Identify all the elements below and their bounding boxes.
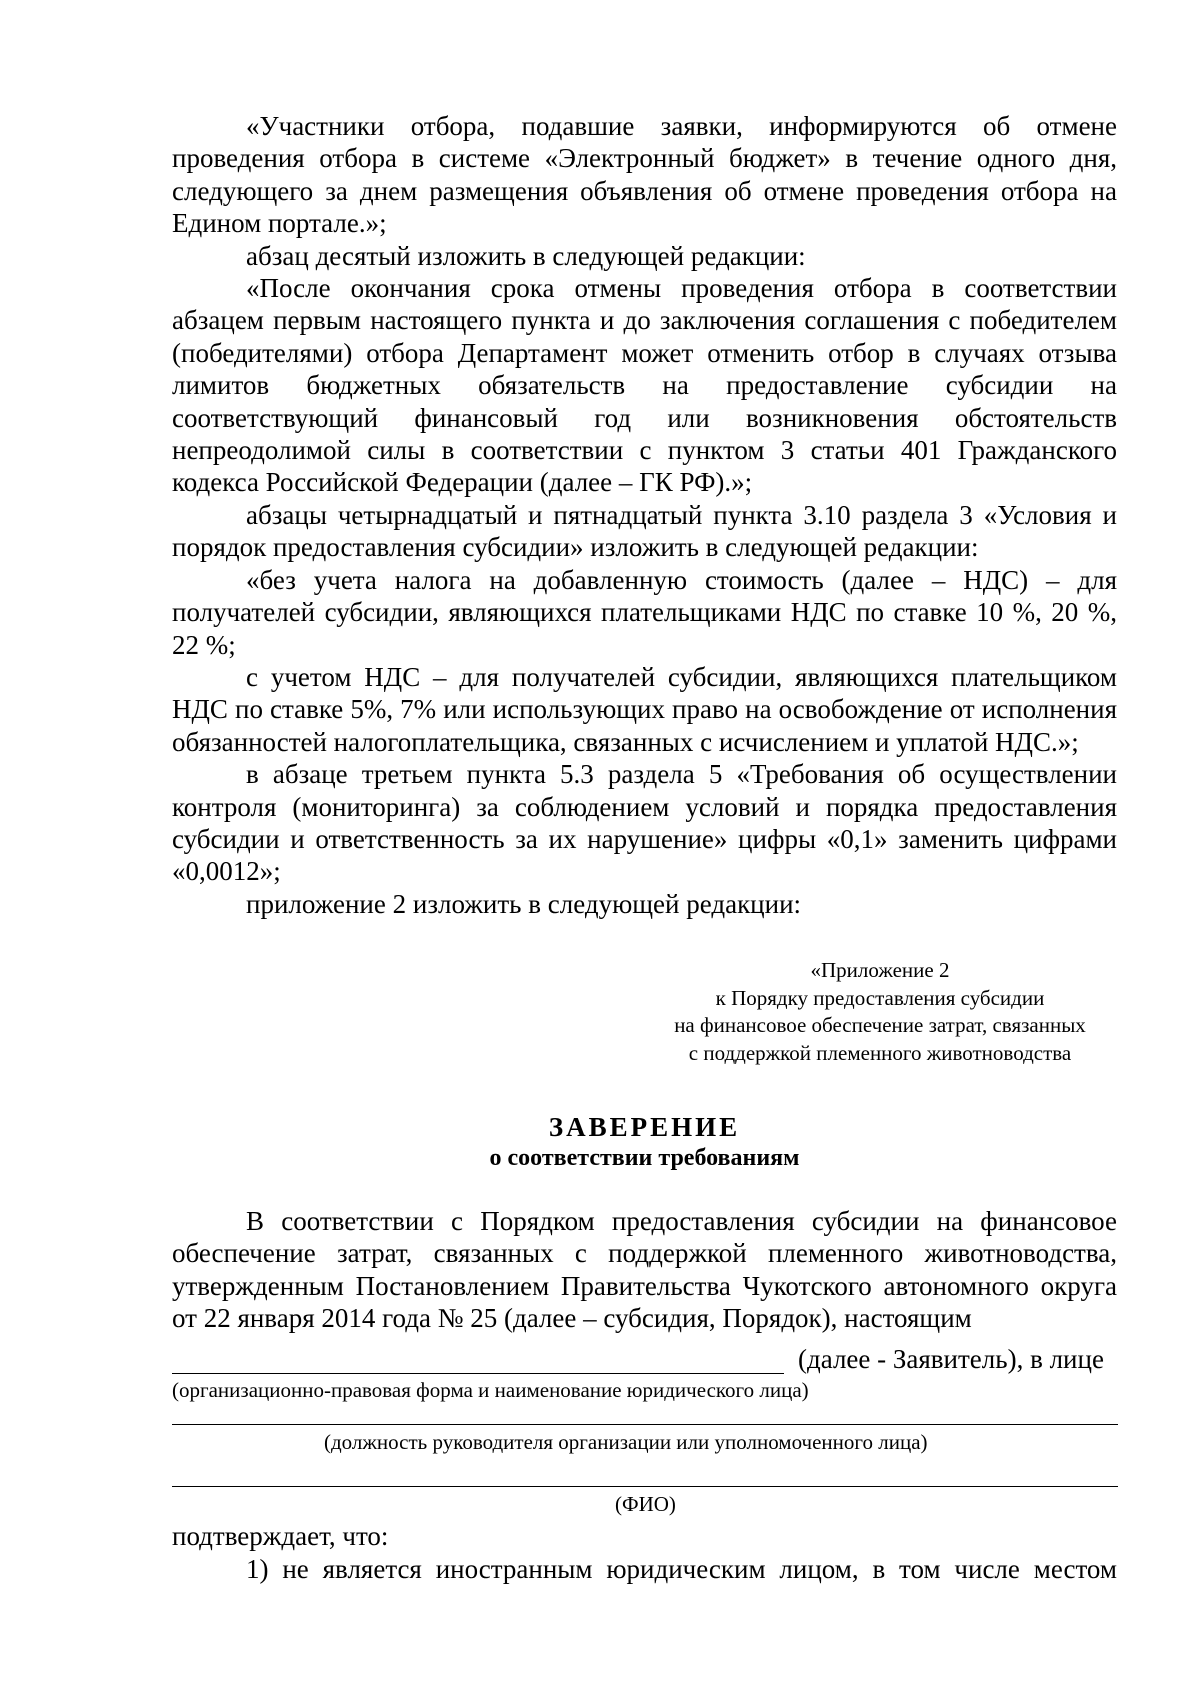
paragraph-1: «Участники отбора, подавшие заявки, информируются об отмене проведения отбора в системе «Электронный бюджет» в течение одного дня, следующего за днем размещения объявления об отмене проведения отбора на Едином портале.»; [172, 111, 1117, 239]
paragraph-6: с учетом НДС – для получателей субсидии, являющихся плательщиком НДС по ставке 5%, 7% или использующих право на освобождение от исполнения обязанностей налогоплательщика, связанных с исчислением и уплатой НДС.»; [172, 661, 1117, 757]
paragraph-7: в абзаце третьем пункта 5.3 раздела 5 «Требования об осуществлении контроля (мониторинга) за соблюдением условий и порядка предоставления субсидии и ответственность за их нарушение» цифры «0,1» заменить цифрами «0,0012»; [172, 759, 1117, 887]
document-title: ЗАВЕРЕНИЕ [548, 1112, 741, 1142]
paragraph-4: абзацы четырнадцатый и пятнадцатый пункта 3.10 раздела 3 «Условия и порядок предоставления субсидии» изложить в следующей редакции: [172, 499, 1117, 563]
confirms-text: подтверждает, что: [172, 1521, 389, 1551]
appendix-line-4: с поддержкой племенного животноводства [688, 1040, 1072, 1065]
document-subtitle: о соответствии требованиям [489, 1145, 800, 1171]
caption-position: (должность руководителя организации или уполномоченного лица) [324, 1430, 928, 1454]
paragraph-2: абзац десятый изложить в следующей редакции: [246, 240, 806, 271]
org-name-line[interactable] [172, 1373, 784, 1374]
document-body [172, 110, 1117, 920]
appendix-header [600, 957, 1160, 1067]
fio-line[interactable] [172, 1486, 1118, 1487]
position-line[interactable] [172, 1424, 1118, 1425]
applicant-suffix: (далее - Заявитель), в лице [798, 1344, 1104, 1374]
paragraph-3: «После окончания срока отмены проведения отбора в соответствии абзацем первым настоящего пункта и до заключения соглашения с победителем (победителями) отбора Департамент может отменить отбор в случаях отзыва лимитов бюджетных обязательств на предоставление субсидии на соответствующий финансовый год или возникновения обстоятельств непреодолимой силы в соответствии с пунктом 3 статьи 401 Гражданского кодекса Российской Федерации (далее – ГК РФ).»; [172, 273, 1117, 498]
appendix-line-3: на финансовое обеспечение затрат, связанных [674, 1013, 1086, 1037]
paragraph-8: приложение 2 изложить в следующей редакции: [246, 888, 802, 919]
declaration-paragraph [172, 1205, 1117, 1335]
appendix-line-1: «Приложение 2 [810, 958, 950, 982]
caption-fio: (ФИО) [615, 1492, 676, 1516]
item-1: 1) не является иностранным юридическим лицом, в том числе местом [246, 1554, 1117, 1584]
appendix-line-2: к Порядку предоставления субсидии [715, 985, 1045, 1010]
paragraph-5: «без учета налога на добавленную стоимость (далее – НДС) – для получателей субсидии, являющихся плательщиками НДС по ставке 10 %, 20 %, 22 %; [172, 564, 1117, 660]
body-paragraph: В соответствии с Порядком предоставления субсидии на финансовое обеспечение затрат, связанных с поддержкой племенного животноводства, утвержденным Постановлением Правительства Чукотского автономного округа от 22 января 2014 года № 25 (далее – субсидия, Порядок), настоящим [172, 1206, 1117, 1334]
caption-org: (организационно-правовая форма и наименование юридического лица) [172, 1378, 809, 1402]
